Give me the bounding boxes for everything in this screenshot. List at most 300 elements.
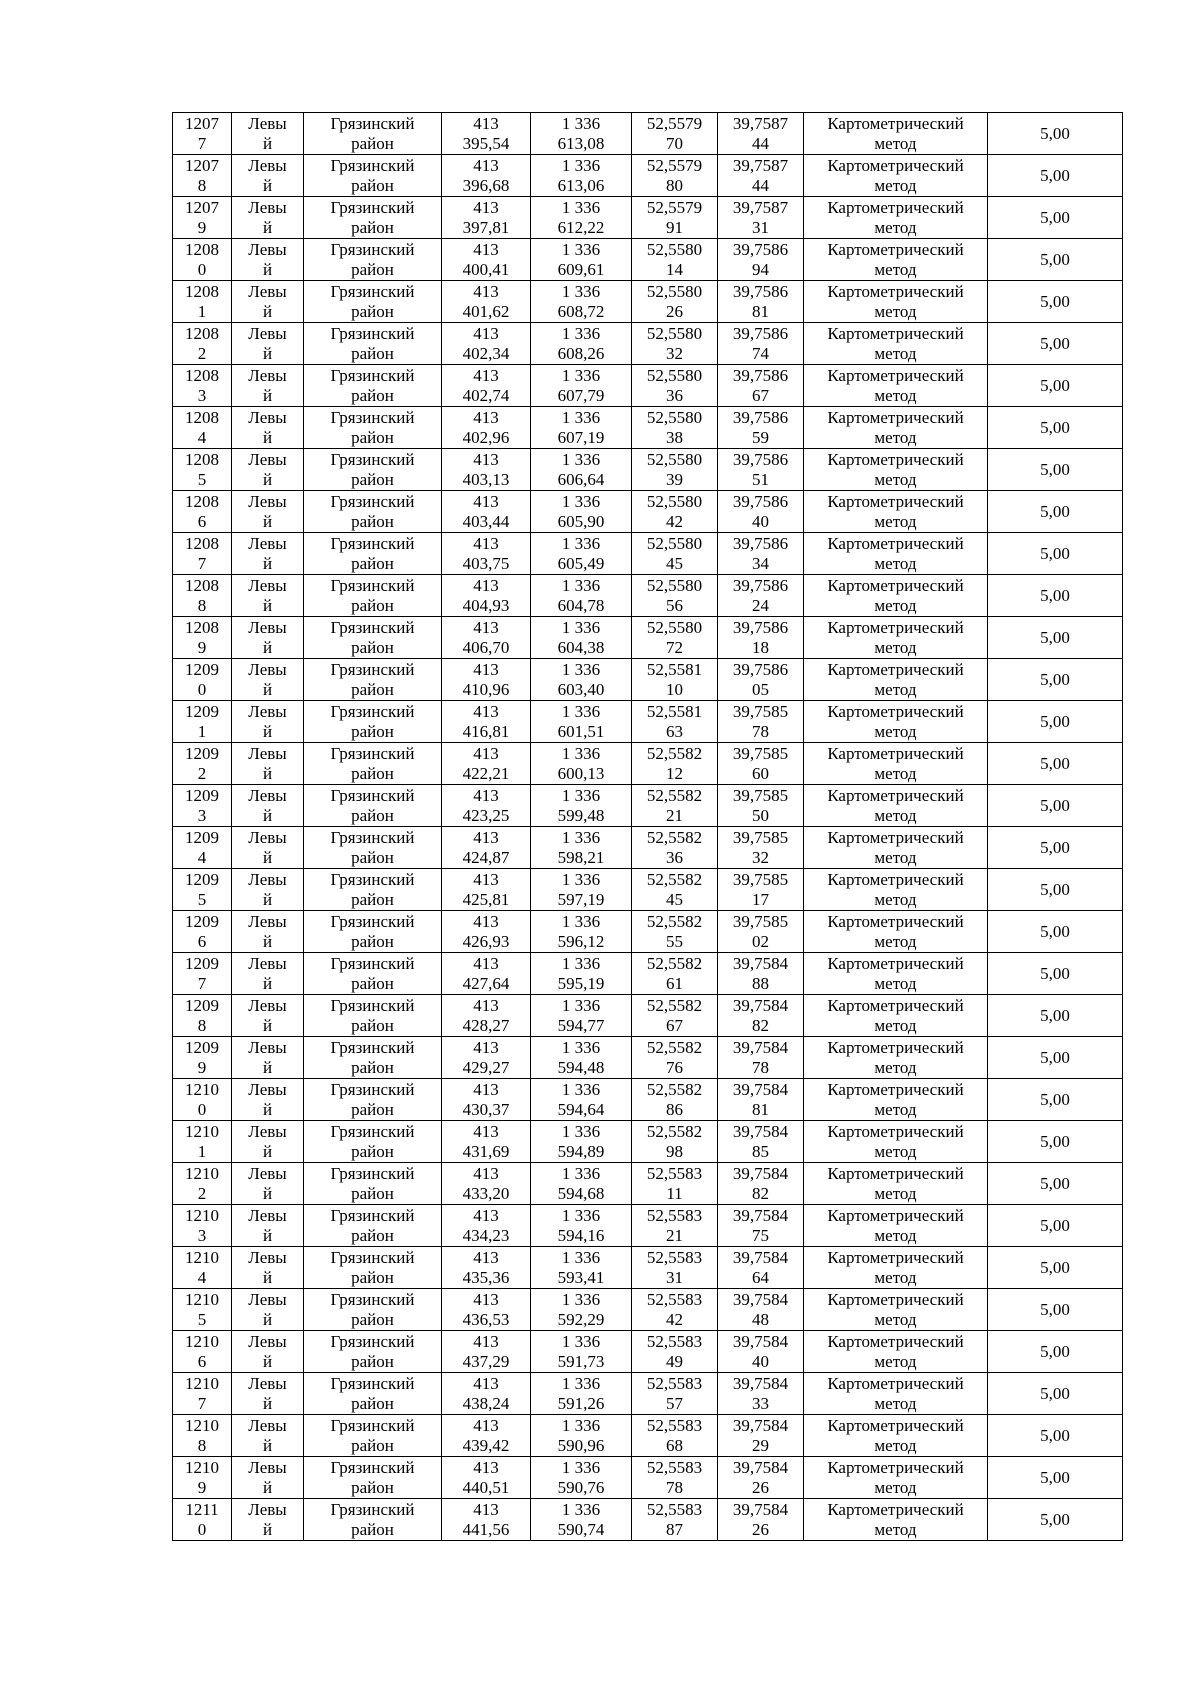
district-line-1: Грязинский [330,1415,415,1435]
x-coordinate-line-1: 413 [473,659,499,679]
x-coordinate-line-1: 413 [473,155,499,175]
longitude-line-2: 75 [752,1225,769,1245]
side-cell [232,155,304,197]
x-coordinate-cell [442,239,531,281]
y-coordinate-line-2: 604,38 [557,637,605,657]
method-line-2: метод [874,133,917,153]
error-cell: 5,00 [988,1079,1123,1121]
y-coordinate-line-1: 1 336 [561,281,601,301]
error-cell: 5,00 [988,323,1123,365]
y-coordinate-cell [531,1457,632,1499]
x-coordinate-line-1: 413 [473,113,499,133]
point-number-line-2: 0 [197,679,207,699]
district-line-1: Грязинский [330,1205,415,1225]
longitude-cell [718,533,804,575]
longitude-line-1: 39,7584 [732,1247,789,1267]
longitude-line-1: 39,7587 [732,113,789,133]
latitude-line-2: 26 [666,301,683,321]
latitude-cell [632,1331,718,1373]
district-cell [304,785,442,827]
y-coordinate-line-2: 612,22 [557,217,605,237]
longitude-line-1: 39,7585 [732,743,789,763]
x-coordinate-cell [442,659,531,701]
district-line-2: район [351,217,394,237]
district-cell [304,743,442,785]
side-cell [232,1121,304,1163]
longitude-cell [718,1457,804,1499]
method-cell [804,281,988,323]
latitude-line-1: 52,5580 [646,449,703,469]
y-coordinate-line-1: 1 336 [561,701,601,721]
latitude-line-2: 72 [666,637,683,657]
side-line-1: Левы [248,365,287,385]
table-row [173,449,1123,491]
latitude-line-1: 52,5580 [646,533,703,553]
latitude-line-2: 49 [666,1351,683,1371]
longitude-cell [718,1499,804,1541]
x-coordinate-line-2: 428,27 [462,1015,510,1035]
method-line-2: метод [874,637,917,657]
latitude-line-1: 52,5580 [646,239,703,259]
x-coordinate-line-1: 413 [473,281,499,301]
latitude-line-1: 52,5582 [646,785,703,805]
method-cell [804,1373,988,1415]
side-line-1: Левы [248,827,287,847]
error-cell: 5,00 [988,953,1123,995]
y-coordinate-cell [531,1205,632,1247]
point-number-cell [173,1121,232,1163]
table-row [173,743,1123,785]
x-coordinate-cell [442,911,531,953]
longitude-line-1: 39,7584 [732,1373,789,1393]
longitude-cell [718,1079,804,1121]
point-number-cell [173,785,232,827]
table-row [173,407,1123,449]
latitude-line-1: 52,5580 [646,617,703,637]
longitude-cell [718,323,804,365]
x-coordinate-line-2: 436,53 [462,1309,510,1329]
method-line-2: метод [874,343,917,363]
x-coordinate-line-2: 416,81 [462,721,510,741]
method-line-1: Картометрический [827,1247,964,1267]
side-cell [232,869,304,911]
longitude-line-2: 02 [752,931,769,951]
side-line-1: Левы [248,743,287,763]
side-cell [232,449,304,491]
y-coordinate-cell [531,1079,632,1121]
x-coordinate-line-2: 402,34 [462,343,510,363]
point-number-line-1: 1208 [185,281,219,301]
district-line-1: Грязинский [330,827,415,847]
district-line-2: район [351,469,394,489]
x-coordinate-cell [442,407,531,449]
point-number-cell [173,827,232,869]
district-cell [304,995,442,1037]
longitude-cell [718,1205,804,1247]
y-coordinate-line-2: 604,78 [557,595,605,615]
y-coordinate-line-2: 608,72 [557,301,605,321]
error-cell: 5,00 [988,701,1123,743]
method-cell [804,491,988,533]
point-number-cell [173,1331,232,1373]
latitude-line-1: 52,5582 [646,1037,703,1057]
table-row [173,1373,1123,1415]
latitude-line-1: 52,5580 [646,575,703,595]
y-coordinate-line-1: 1 336 [561,575,601,595]
side-cell [232,1289,304,1331]
district-line-2: район [351,1477,394,1497]
latitude-line-2: 55 [666,931,683,951]
method-line-2: метод [874,553,917,573]
longitude-line-2: 34 [752,553,769,573]
longitude-cell [718,575,804,617]
method-line-2: метод [874,595,917,615]
latitude-cell [632,659,718,701]
latitude-cell [632,1037,718,1079]
method-cell [804,113,988,155]
longitude-line-1: 39,7587 [732,197,789,217]
longitude-line-2: 74 [752,343,769,363]
latitude-cell [632,449,718,491]
x-coordinate-cell [442,281,531,323]
side-line-2: й [262,175,273,195]
latitude-line-2: 76 [666,1057,683,1077]
latitude-cell [632,1457,718,1499]
method-line-1: Картометрический [827,911,964,931]
longitude-line-2: 48 [752,1309,769,1329]
y-coordinate-line-1: 1 336 [561,785,601,805]
side-line-2: й [262,847,273,867]
point-number-line-2: 5 [197,469,207,489]
longitude-line-2: 78 [752,721,769,741]
longitude-line-1: 39,7585 [732,701,789,721]
district-cell [304,365,442,407]
method-cell [804,449,988,491]
latitude-cell [632,323,718,365]
x-coordinate-cell [442,197,531,239]
point-number-line-2: 1 [197,721,207,741]
latitude-line-1: 52,5583 [646,1247,703,1267]
longitude-line-2: 31 [752,217,769,237]
method-line-1: Картометрический [827,1331,964,1351]
side-line-1: Левы [248,1247,287,1267]
latitude-cell [632,1121,718,1163]
side-line-2: й [262,1015,273,1035]
point-number-line-2: 2 [197,763,207,783]
point-number-line-2: 2 [197,1183,207,1203]
y-coordinate-line-1: 1 336 [561,911,601,931]
y-coordinate-line-2: 600,13 [557,763,605,783]
point-number-cell [173,575,232,617]
latitude-line-2: 36 [666,847,683,867]
method-cell [804,365,988,407]
x-coordinate-cell [442,827,531,869]
y-coordinate-line-1: 1 336 [561,155,601,175]
x-coordinate-cell [442,1499,531,1541]
method-line-1: Картометрический [827,1373,964,1393]
longitude-cell [718,1289,804,1331]
latitude-line-2: 45 [666,889,683,909]
x-coordinate-line-1: 413 [473,533,499,553]
method-line-1: Картометрический [827,1121,964,1141]
district-line-1: Грязинский [330,1163,415,1183]
method-line-1: Картометрический [827,113,964,133]
latitude-line-1: 52,5582 [646,743,703,763]
longitude-line-1: 39,7586 [732,533,789,553]
y-coordinate-line-2: 607,19 [557,427,605,447]
y-coordinate-line-2: 590,96 [557,1435,605,1455]
latitude-cell [632,1163,718,1205]
point-number-cell [173,533,232,575]
latitude-cell [632,995,718,1037]
y-coordinate-line-1: 1 336 [561,239,601,259]
district-line-2: район [351,1351,394,1371]
x-coordinate-line-2: 434,23 [462,1225,510,1245]
district-cell [304,239,442,281]
error-cell: 5,00 [988,533,1123,575]
y-coordinate-line-1: 1 336 [561,1457,601,1477]
x-coordinate-line-2: 402,74 [462,385,510,405]
district-cell [304,1289,442,1331]
coordinates-table [172,112,1123,1541]
y-coordinate-line-2: 613,08 [557,133,605,153]
side-line-2: й [262,805,273,825]
point-number-cell [173,113,232,155]
error-cell: 5,00 [988,575,1123,617]
district-line-2: район [351,301,394,321]
x-coordinate-line-1: 413 [473,785,499,805]
point-number-cell [173,1415,232,1457]
y-coordinate-line-2: 607,79 [557,385,605,405]
point-number-cell [173,155,232,197]
method-line-1: Картометрический [827,323,964,343]
latitude-cell [632,743,718,785]
latitude-line-2: 36 [666,385,683,405]
district-line-2: район [351,721,394,741]
error-cell: 5,00 [988,491,1123,533]
side-line-2: й [262,1183,273,1203]
longitude-line-2: 33 [752,1393,769,1413]
district-cell [304,533,442,575]
point-number-line-2: 4 [197,427,207,447]
point-number-line-1: 1210 [185,1415,219,1435]
longitude-line-1: 39,7585 [732,869,789,889]
y-coordinate-line-2: 591,26 [557,1393,605,1413]
x-coordinate-cell [442,1037,531,1079]
longitude-line-1: 39,7585 [732,827,789,847]
x-coordinate-line-1: 413 [473,743,499,763]
table-row [173,827,1123,869]
point-number-cell [173,365,232,407]
side-cell [232,365,304,407]
point-number-line-1: 1208 [185,449,219,469]
x-coordinate-line-1: 413 [473,1415,499,1435]
longitude-line-1: 39,7584 [732,1121,789,1141]
side-line-2: й [262,469,273,489]
x-coordinate-line-2: 429,27 [462,1057,510,1077]
side-line-2: й [262,427,273,447]
method-line-2: метод [874,1477,917,1497]
longitude-line-2: 60 [752,763,769,783]
side-line-1: Левы [248,155,287,175]
longitude-cell [718,407,804,449]
district-line-1: Грязинский [330,1121,415,1141]
x-coordinate-line-1: 413 [473,491,499,511]
point-number-line-2: 5 [197,1309,207,1329]
x-coordinate-line-2: 406,70 [462,637,510,657]
district-cell [304,281,442,323]
side-line-2: й [262,973,273,993]
point-number-line-2: 9 [197,1057,207,1077]
longitude-line-1: 39,7586 [732,575,789,595]
side-cell [232,1415,304,1457]
table-row [173,1037,1123,1079]
latitude-line-2: 21 [666,805,683,825]
error-cell: 5,00 [988,1163,1123,1205]
error-cell: 5,00 [988,1247,1123,1289]
longitude-line-2: 81 [752,1099,769,1119]
longitude-cell [718,1415,804,1457]
side-line-1: Левы [248,953,287,973]
method-line-2: метод [874,1183,917,1203]
point-number-cell [173,701,232,743]
method-line-2: метод [874,1351,917,1371]
side-cell [232,113,304,155]
point-number-line-2: 7 [197,1393,207,1413]
table-row [173,953,1123,995]
point-number-line-1: 1209 [185,869,219,889]
district-cell [304,113,442,155]
district-line-2: район [351,763,394,783]
method-cell [804,1163,988,1205]
latitude-line-2: 11 [666,1183,683,1203]
latitude-cell [632,701,718,743]
method-line-1: Картометрический [827,197,964,217]
district-cell [304,323,442,365]
longitude-line-2: 85 [752,1141,769,1161]
error-cell: 5,00 [988,365,1123,407]
district-line-1: Грязинский [330,407,415,427]
longitude-line-2: 26 [752,1519,769,1539]
longitude-line-2: 40 [752,511,769,531]
district-line-2: район [351,343,394,363]
longitude-line-1: 39,7586 [732,281,789,301]
error-cell: 5,00 [988,239,1123,281]
method-cell [804,701,988,743]
y-coordinate-line-1: 1 336 [561,1121,601,1141]
error-cell: 5,00 [988,869,1123,911]
x-coordinate-line-2: 401,62 [462,301,510,321]
table-row [173,869,1123,911]
longitude-cell [718,197,804,239]
y-coordinate-cell [531,113,632,155]
side-line-1: Левы [248,1163,287,1183]
point-number-cell [173,1457,232,1499]
y-coordinate-cell [531,449,632,491]
side-line-1: Левы [248,1037,287,1057]
district-line-2: район [351,1099,394,1119]
method-line-1: Картометрический [827,575,964,595]
side-line-1: Левы [248,1331,287,1351]
district-line-2: район [351,1183,394,1203]
side-cell [232,1037,304,1079]
x-coordinate-cell [442,785,531,827]
method-cell [804,659,988,701]
method-line-1: Картометрический [827,617,964,637]
longitude-line-2: 59 [752,427,769,447]
x-coordinate-line-1: 413 [473,617,499,637]
longitude-cell [718,911,804,953]
longitude-cell [718,1331,804,1373]
x-coordinate-cell [442,1205,531,1247]
longitude-cell [718,155,804,197]
point-number-line-1: 1209 [185,659,219,679]
district-line-2: район [351,1519,394,1539]
district-line-1: Грязинский [330,1331,415,1351]
x-coordinate-line-1: 413 [473,575,499,595]
latitude-line-1: 52,5581 [646,701,703,721]
point-number-line-1: 1209 [185,785,219,805]
y-coordinate-cell [531,575,632,617]
district-cell [304,1079,442,1121]
x-coordinate-cell [442,1163,531,1205]
point-number-cell [173,1373,232,1415]
y-coordinate-line-1: 1 336 [561,827,601,847]
side-line-1: Левы [248,281,287,301]
longitude-line-1: 39,7584 [732,1289,789,1309]
table-row [173,1289,1123,1331]
method-cell [804,155,988,197]
longitude-cell [718,1373,804,1415]
error-cell: 5,00 [988,617,1123,659]
district-line-1: Грязинский [330,743,415,763]
error-cell: 5,00 [988,407,1123,449]
district-line-2: район [351,1057,394,1077]
point-number-line-1: 1207 [185,113,219,133]
x-coordinate-line-1: 413 [473,995,499,1015]
latitude-cell [632,1373,718,1415]
side-line-1: Левы [248,575,287,595]
x-coordinate-line-1: 413 [473,1121,499,1141]
table-row [173,281,1123,323]
district-cell [304,1205,442,1247]
x-coordinate-cell [442,1331,531,1373]
point-number-line-2: 8 [197,595,207,615]
district-line-1: Грязинский [330,197,415,217]
district-line-1: Грязинский [330,1037,415,1057]
y-coordinate-cell [531,617,632,659]
y-coordinate-cell [531,365,632,407]
latitude-line-1: 52,5583 [646,1457,703,1477]
x-coordinate-cell [442,155,531,197]
method-line-1: Картометрический [827,407,964,427]
point-number-line-1: 1210 [185,1331,219,1351]
point-number-line-1: 1208 [185,407,219,427]
point-number-line-2: 4 [197,847,207,867]
point-number-cell [173,197,232,239]
method-line-1: Картометрический [827,1037,964,1057]
point-number-line-1: 1208 [185,323,219,343]
longitude-cell [718,113,804,155]
x-coordinate-cell [442,1415,531,1457]
method-line-1: Картометрический [827,533,964,553]
side-line-2: й [262,1309,273,1329]
x-coordinate-line-2: 435,36 [462,1267,510,1287]
longitude-line-1: 39,7586 [732,239,789,259]
latitude-line-1: 52,5582 [646,995,703,1015]
error-cell: 5,00 [988,113,1123,155]
side-line-1: Левы [248,995,287,1015]
